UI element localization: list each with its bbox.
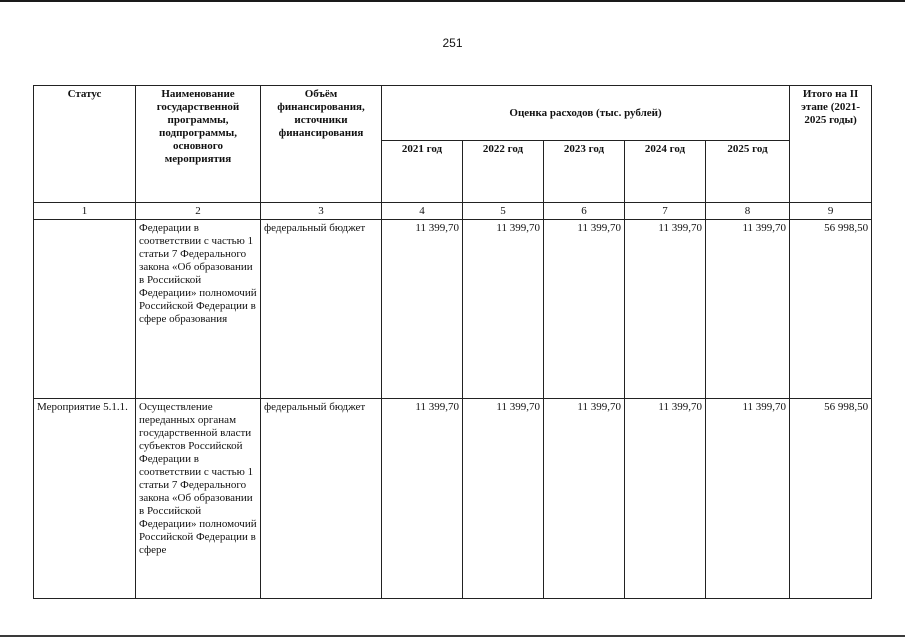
status-cell: Мероприятие 5.1.1. <box>34 399 136 599</box>
header-estimate: Оценка расходов (тыс. рублей) <box>382 86 790 141</box>
scan-top-edge <box>0 0 905 2</box>
page-number: 251 <box>442 36 463 50</box>
header-total: Итого на II этапе (2021-2025 годы) <box>790 86 872 203</box>
header-year: 2025 год <box>706 141 790 203</box>
value-2023-cell: 11 399,70 <box>544 399 625 599</box>
value-2024-cell: 11 399,70 <box>625 220 706 399</box>
header-name: Наименование государственной программы, подпрограммы, основного мероприятия <box>136 86 261 203</box>
header-year: 2022 год <box>463 141 544 203</box>
column-number: 8 <box>706 203 790 220</box>
header-year: 2023 год <box>544 141 625 203</box>
name-cell: Осуществление переданных органам государственной власти субъектов Российской Федерации в соответствии с частью 1 статьи 7 Федерального закона «Об образовании в Российской Федерации» полномочий Российской Федерации в сфере <box>136 399 261 599</box>
status-cell <box>34 220 136 399</box>
column-number: 4 <box>382 203 463 220</box>
header-row <box>34 86 872 141</box>
column-number: 6 <box>544 203 625 220</box>
header-year: 2021 год <box>382 141 463 203</box>
total-cell: 56 998,50 <box>790 399 872 599</box>
header-status: Статус <box>34 86 136 203</box>
value-2021-cell: 11 399,70 <box>382 220 463 399</box>
column-number: 1 <box>34 203 136 220</box>
value-2021-cell: 11 399,70 <box>382 399 463 599</box>
table-row <box>34 399 872 599</box>
scan-bottom-edge <box>0 635 905 637</box>
header-year: 2024 год <box>625 141 706 203</box>
column-number: 2 <box>136 203 261 220</box>
column-number-row <box>34 203 872 220</box>
name-cell: Федерации в соответствии с частью 1 статьи 7 Федерального закона «Об образовании в Российской Федерации» полномочий Российской Федерации в сфере образования <box>136 220 261 399</box>
column-number: 9 <box>790 203 872 220</box>
column-number: 3 <box>261 203 382 220</box>
source-cell: федеральный бюджет <box>261 220 382 399</box>
header-volume: Объём финансирования, источники финансирования <box>261 86 382 203</box>
budget-table <box>33 85 872 599</box>
total-cell: 56 998,50 <box>790 220 872 399</box>
column-number: 7 <box>625 203 706 220</box>
value-2025-cell: 11 399,70 <box>706 399 790 599</box>
value-2023-cell: 11 399,70 <box>544 220 625 399</box>
value-2025-cell: 11 399,70 <box>706 220 790 399</box>
value-2022-cell: 11 399,70 <box>463 399 544 599</box>
table-row <box>34 220 872 399</box>
value-2022-cell: 11 399,70 <box>463 220 544 399</box>
value-2024-cell: 11 399,70 <box>625 399 706 599</box>
source-cell: федеральный бюджет <box>261 399 382 599</box>
column-number: 5 <box>463 203 544 220</box>
